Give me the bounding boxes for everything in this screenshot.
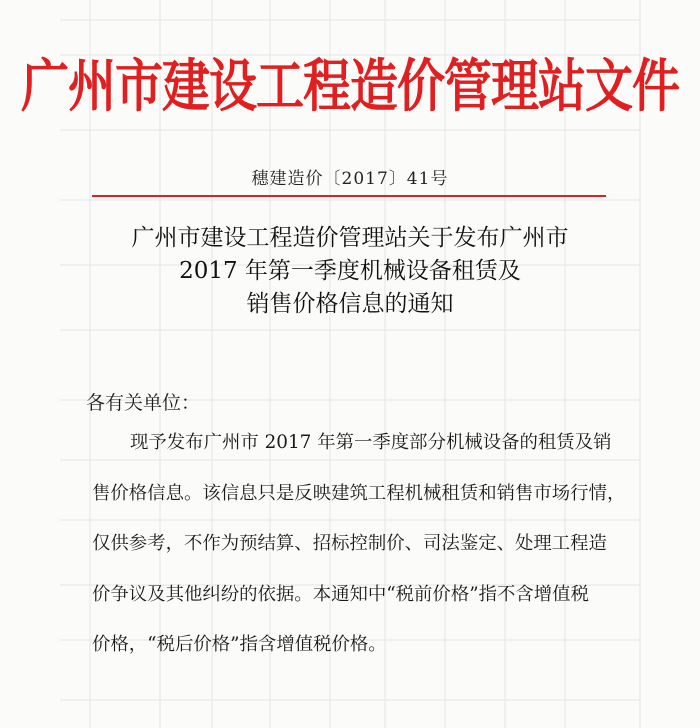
body-paragraph-line: 价格，“税后价格”指含增值税价格。 xyxy=(92,634,387,655)
document-number: 穗建造价〔2017〕41号 xyxy=(251,169,449,189)
notice-title xyxy=(0,222,700,321)
salutation: 各有关单位： xyxy=(86,392,201,414)
body-paragraph-line: 现予发布广州市 2017 年第一季度部分机械设备的租赁及销 xyxy=(130,432,612,453)
body-paragraph-line: 售价格信息。该信息只是反映建筑工程机械租赁和销售市场行情， xyxy=(92,482,626,504)
notice-title-line: 2017 年第一季度机械设备租赁及 xyxy=(179,258,521,284)
red-separator-rule xyxy=(92,195,606,197)
notice-title-line: 销售价格信息的通知 xyxy=(246,291,454,317)
body-paragraph-line: 价争议及其他纠纷的依据。本通知中“税前价格”指不含增值税 xyxy=(92,583,589,605)
agency-document-header: 广州市建设工程造价管理站文件 xyxy=(20,53,679,120)
notice-body xyxy=(92,430,626,683)
body-paragraph-line: 仅供参考，不作为预结算、招标控制价、司法鉴定、处理工程造 xyxy=(92,533,607,554)
notice-title-line: 广州市建设工程造价管理站关于发布广州市 xyxy=(131,225,569,251)
